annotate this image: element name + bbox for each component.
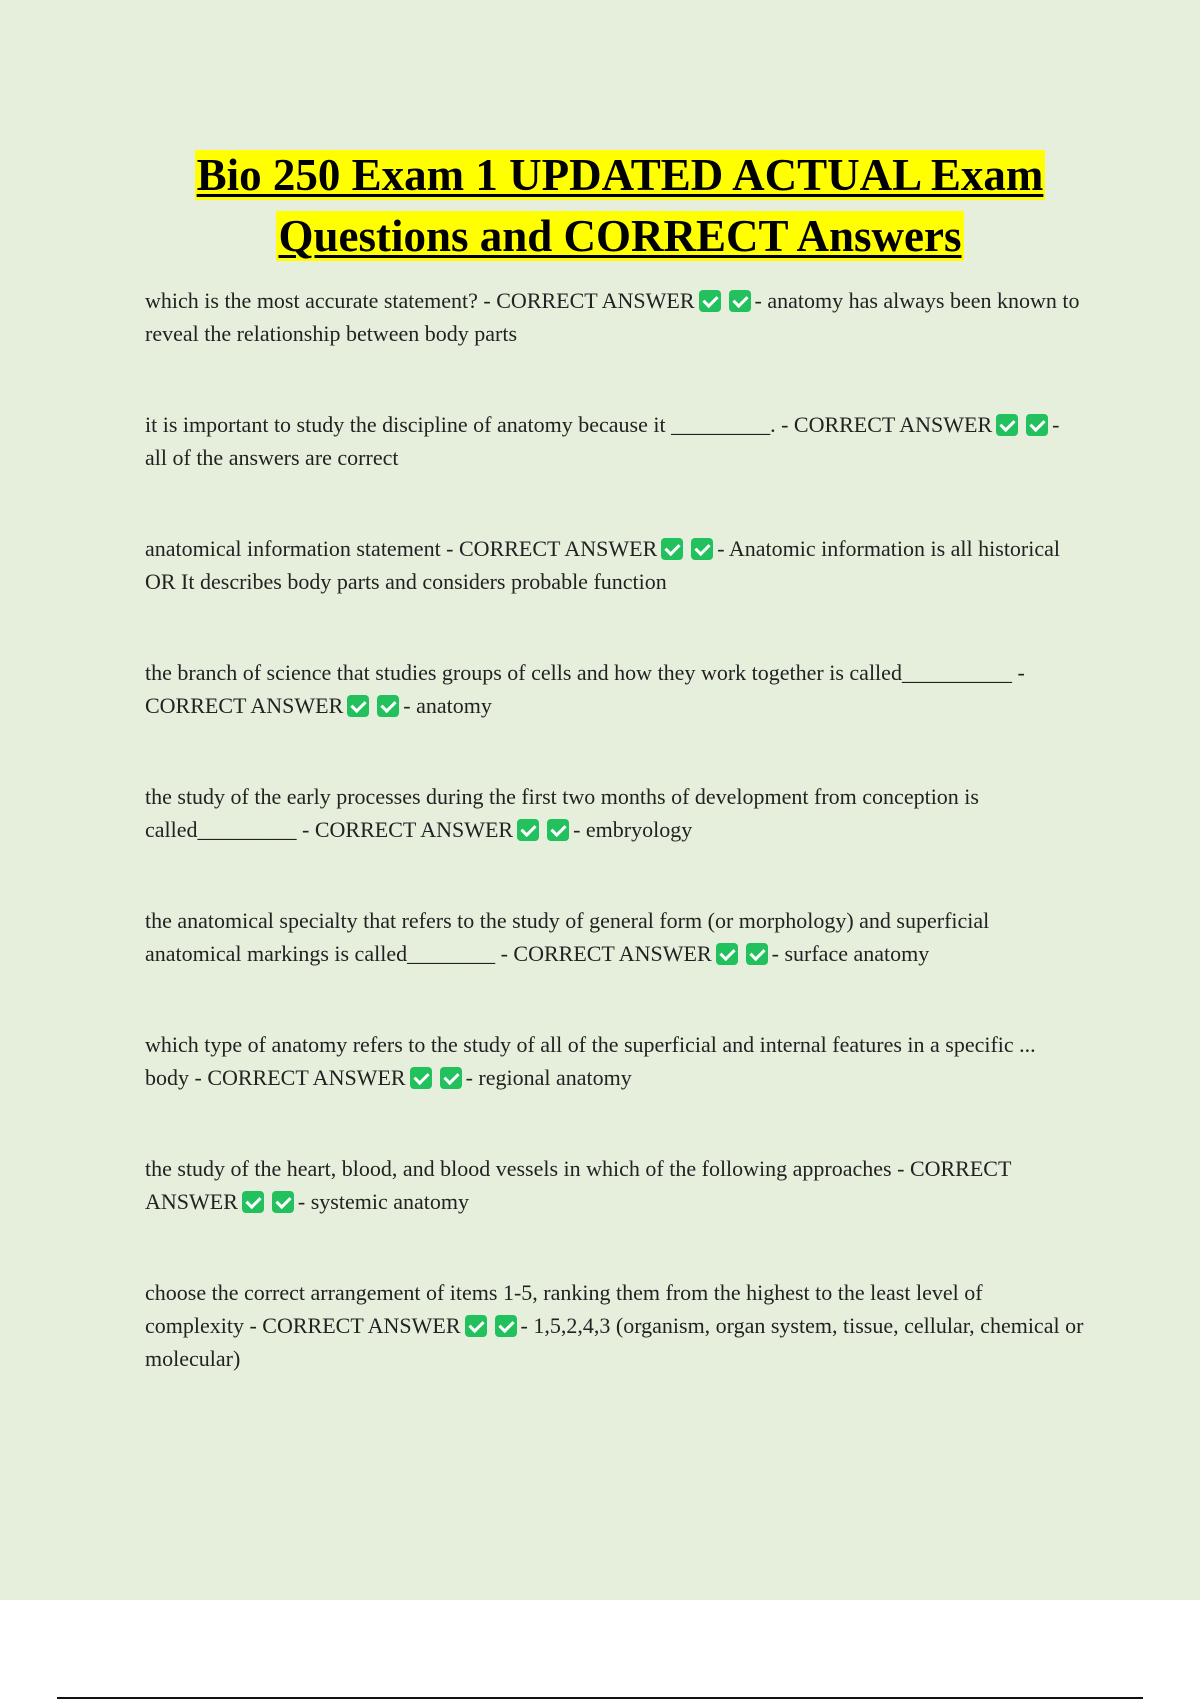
qa-question: the study of the heart, blood, and blood vessels in which of the following approaches - CORRECT ANSWER bbox=[145, 1156, 1012, 1214]
check-icon bbox=[495, 1315, 517, 1337]
qa-answer: - anatomy bbox=[403, 693, 492, 718]
qa-question: which type of anatomy refers to the study of all of the superficial and internal features in a specific ... body - CORRECT ANSWER bbox=[145, 1032, 1036, 1090]
qa-question: the study of the early processes during the first two months of development from conception is called_________ - CORRECT ANSWER bbox=[145, 784, 979, 842]
check-icon bbox=[746, 943, 768, 965]
qa-item bbox=[145, 656, 1085, 722]
qa-question: the branch of science that studies groups of cells and how they work together is called__________ - CORRECT ANSWER bbox=[145, 660, 1025, 718]
qa-item bbox=[145, 1152, 1085, 1218]
check-icon bbox=[242, 1191, 264, 1213]
qa-item bbox=[145, 532, 1085, 598]
check-icon bbox=[440, 1067, 462, 1089]
qa-item bbox=[145, 1028, 1085, 1094]
qa-question: the anatomical specialty that refers to the study of general form (or morphology) and superficial anatomical markings is called________ - CORRECT ANSWER bbox=[145, 908, 990, 966]
qa-question: anatomical information statement - CORRECT ANSWER bbox=[145, 536, 658, 561]
qa-item bbox=[145, 1276, 1085, 1375]
check-icon bbox=[1026, 414, 1048, 436]
qa-question: choose the correct arrangement of items 1-5, ranking them from the highest to the least level of complexity - CORRECT ANSWER bbox=[145, 1280, 983, 1338]
check-icon bbox=[377, 695, 399, 717]
qa-answer: - surface anatomy bbox=[771, 941, 930, 966]
qa-question: it is important to study the discipline of anatomy because it _________. - CORRECT ANSWER bbox=[145, 412, 993, 437]
check-icon bbox=[691, 538, 713, 560]
qa-item bbox=[145, 904, 1085, 970]
page-title bbox=[60, 145, 1180, 267]
check-icon bbox=[410, 1067, 432, 1089]
check-icon bbox=[716, 943, 738, 965]
qa-answer: - all of the answers are correct bbox=[145, 412, 1060, 470]
check-icon bbox=[996, 414, 1018, 436]
qa-answer: - Anatomic information is all historical OR It describes body parts and considers probable function bbox=[145, 536, 1061, 594]
check-icon bbox=[661, 538, 683, 560]
qa-item bbox=[145, 780, 1085, 846]
footer-divider bbox=[57, 1697, 1143, 1699]
check-icon bbox=[729, 290, 751, 312]
qa-answer: - 1,5,2,4,3 (organism, organ system, tissue, cellular, chemical or molecular) bbox=[145, 1313, 1084, 1371]
qa-answer: - embryology bbox=[573, 817, 693, 842]
check-icon bbox=[465, 1315, 487, 1337]
qa-answer: - anatomy has always been known to reveal the relationship between body parts bbox=[145, 288, 1080, 346]
qa-answer: - regional anatomy bbox=[465, 1065, 632, 1090]
check-icon bbox=[699, 290, 721, 312]
title-line-2: Questions and CORRECT Answers bbox=[278, 211, 962, 261]
check-icon bbox=[547, 819, 569, 841]
check-icon bbox=[517, 819, 539, 841]
qa-answer: - systemic anatomy bbox=[297, 1189, 469, 1214]
check-icon bbox=[272, 1191, 294, 1213]
qa-question: which is the most accurate statement? - CORRECT ANSWER bbox=[145, 288, 695, 313]
check-icon bbox=[347, 695, 369, 717]
title-line-1: Bio 250 Exam 1 UPDATED ACTUAL Exam bbox=[196, 150, 1044, 200]
qa-item bbox=[145, 284, 1085, 350]
qa-item bbox=[145, 408, 1085, 474]
qa-list bbox=[145, 284, 1085, 1433]
